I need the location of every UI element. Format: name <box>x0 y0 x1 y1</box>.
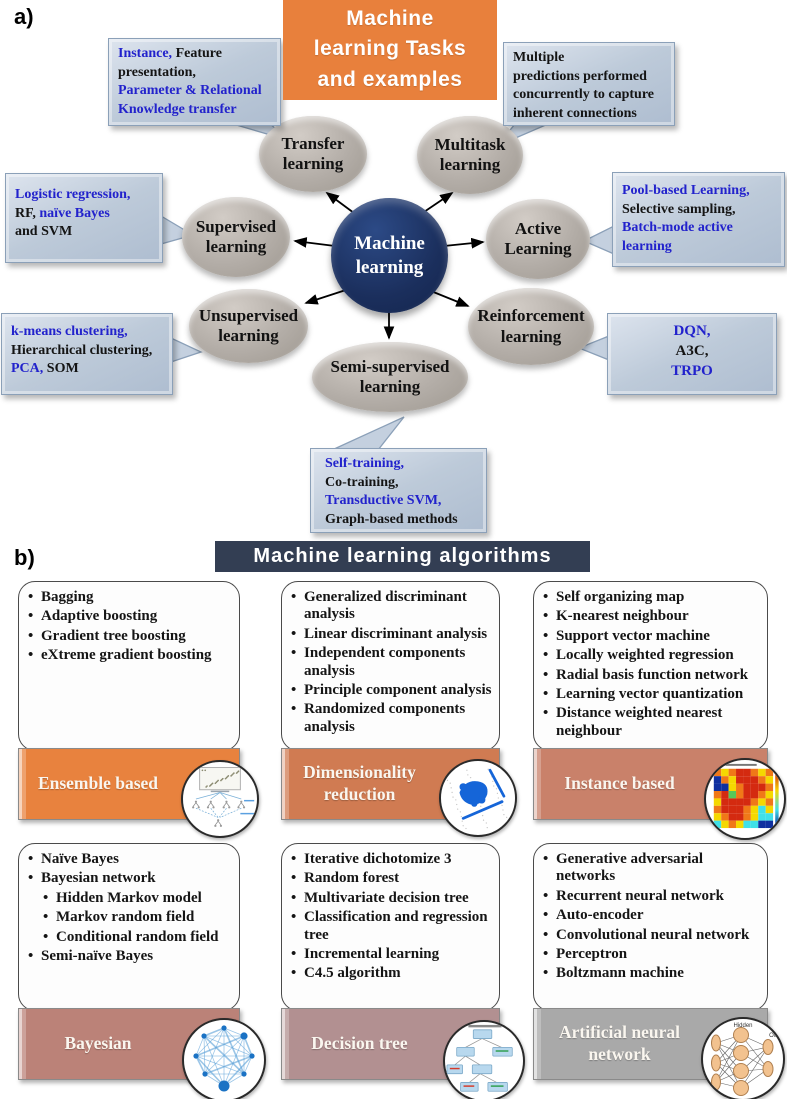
card-artificial-neural-network <box>533 843 779 1080</box>
card-body <box>533 581 768 751</box>
node-label: Transfer learning <box>281 133 345 173</box>
category-label: Decision tree <box>311 1033 408 1054</box>
hub-label: Machine learning <box>354 232 425 278</box>
tree-flowchart-icon <box>443 1020 525 1099</box>
node-transfer-learning <box>259 116 367 192</box>
node-reinforcement-learning <box>468 288 594 365</box>
callout-multitask-note: Multiple predictions performed concurrently to capture inherent connections <box>503 42 675 126</box>
graph-network-icon <box>182 1018 266 1099</box>
callout-semi-examples: Self-training, Co-training, Transductive SVM, Graph-based methods <box>310 448 487 533</box>
category-label: Dimensionality reduction <box>303 762 416 804</box>
algorithm-list: • Bagging • Adaptive boosting • Gradient tree boosting • eXtreme gradient boosting <box>27 589 235 665</box>
node-supervised-learning <box>182 197 290 277</box>
ann-out-label: Out <box>769 1033 779 1039</box>
category-label: Instance based <box>564 773 675 794</box>
neural-network-icon <box>701 1017 785 1099</box>
ensemble-diagram-icon <box>181 760 259 838</box>
card-decision-tree <box>281 843 500 1080</box>
node-active-learning <box>486 199 590 279</box>
card-ensemble-based <box>18 581 240 820</box>
panel-b-title: Machine learning algorithms <box>215 541 590 572</box>
card-body <box>18 843 240 1011</box>
hub-machine-learning <box>331 198 448 313</box>
node-label: Reinforcement learning <box>477 306 585 346</box>
panel-a-title: Machine learning Tasks and examples <box>283 0 497 100</box>
heatmap-icon <box>704 758 786 840</box>
category-label: Ensemble based <box>37 773 159 794</box>
algorithm-list: • Generative adversarial networks • Recurrent neural network • Auto-encoder • Convolutional neural network • Perceptron • Boltzmann machine <box>542 851 763 983</box>
tail-semi-callout <box>332 417 404 450</box>
card-dimensionality-reduction <box>281 581 500 820</box>
panel-a-label: a) <box>14 4 34 29</box>
node-label: Supervised learning <box>195 216 277 256</box>
card-body <box>18 581 240 751</box>
card-body <box>281 843 500 1011</box>
ann-hidden-label: Hidden <box>733 1023 753 1029</box>
card-body <box>281 581 500 751</box>
algorithm-list: • Self organizing map • K-nearest neighbour • Support vector machine • Locally weighted regression • Radial basis function network • Learning vector quantization • Distance weighted nearest neighbour <box>542 589 763 740</box>
callout-active-examples: Pool-based Learning, Selective sampling, Batch-mode active learning <box>612 172 785 267</box>
node-label: Semi-supervised learning <box>330 356 450 396</box>
callout-reinforcement-examples: DQN, A3C, TRPO <box>607 313 777 395</box>
callout-transfer-examples: Instance, Feature presentation, Parameter & Relational Knowledge transfer <box>108 38 281 126</box>
node-unsupervised-learning <box>189 289 308 363</box>
node-label: Unsupervised learning <box>198 305 299 345</box>
node-multitask-learning <box>417 116 523 194</box>
callout-unsupervised-examples: k-means clustering, Hierarchical clustering, PCA, SOM <box>1 313 173 395</box>
callout-supervised-examples: Logistic regression, RF, naïve Bayes and SVM <box>5 173 163 263</box>
category-label: Artificial neural network <box>558 1022 680 1064</box>
algorithm-list: • Iterative dichotomize 3 • Random forest • Multivariate decision tree • Classification and regression tree • Incremental learning • C4.5 algorithm <box>290 851 495 983</box>
panel-b-label: b) <box>14 545 35 570</box>
card-bayesian <box>18 843 240 1080</box>
category-label: Bayesian <box>64 1033 132 1054</box>
node-semi-supervised-learning <box>312 342 468 412</box>
card-body <box>533 843 768 1011</box>
algorithm-list: • Generalized discriminant analysis • Linear discriminant analysis • Independent components analysis • Principle component analysis • Randomized components analysis <box>290 589 495 736</box>
node-label: Multitask learning <box>434 134 506 174</box>
node-label: Active Learning <box>504 218 572 258</box>
algorithm-list: • Naïve Bayes • Bayesian network • Hidden Markov model • Markov random field • Conditional random field • Semi-naïve Bayes <box>27 851 235 965</box>
scatter-plot-icon <box>439 759 517 837</box>
card-instance-based <box>533 581 768 820</box>
